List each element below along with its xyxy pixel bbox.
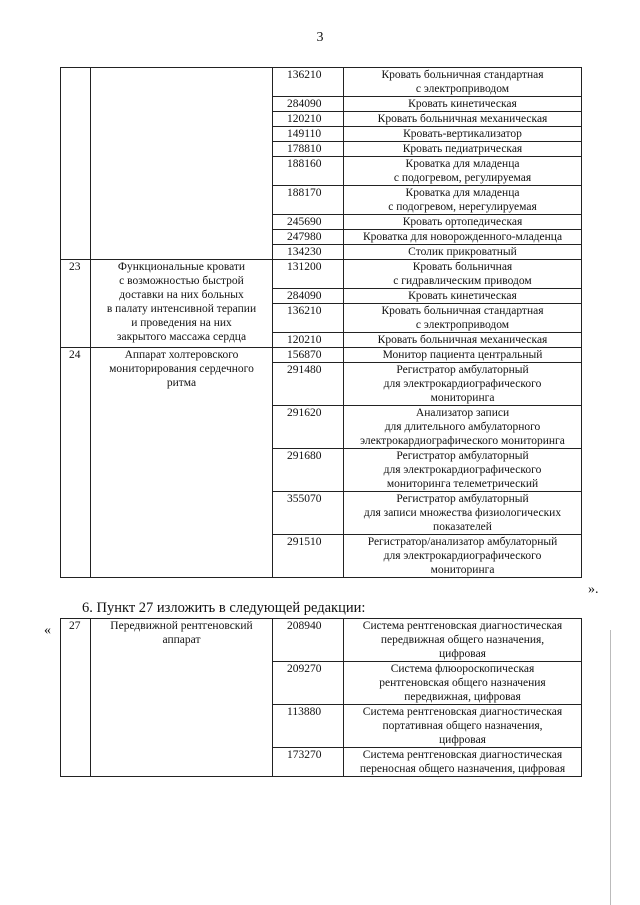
product-code: 284090	[273, 97, 344, 112]
item-number	[61, 68, 91, 260]
table-row	[61, 348, 582, 363]
product-code: 173270	[273, 748, 344, 777]
product-description: Кровать больничная механическая	[344, 333, 582, 348]
product-code: 209270	[273, 662, 344, 705]
product-code: 245690	[273, 215, 344, 230]
product-description: Кроватка для младенца с подогревом, нерегулируемая	[344, 186, 582, 215]
product-code: 188160	[273, 157, 344, 186]
product-code: 291510	[273, 535, 344, 578]
product-description: Кровать больничная стандартная с электроприводом	[344, 304, 582, 333]
product-description: Кровать кинетическая	[344, 97, 582, 112]
product-code: 208940	[273, 619, 344, 662]
product-code: 149110	[273, 127, 344, 142]
product-code: 120210	[273, 333, 344, 348]
product-code: 291680	[273, 449, 344, 492]
equipment-name: Функциональные кровати с возможностью быстрой доставки на них больных в палату интенсивной терапии и проведения на них закрытого массажа сердца	[91, 260, 273, 348]
product-description: Кроватка для новорожденного-младенца	[344, 230, 582, 245]
item-number: 23	[61, 260, 91, 348]
product-code: 131200	[273, 260, 344, 289]
product-code: 188170	[273, 186, 344, 215]
equipment-name	[91, 68, 273, 260]
product-code: 247980	[273, 230, 344, 245]
product-description: Система рентгеновская диагностическая переносная общего назначения, цифровая	[344, 748, 582, 777]
product-description: Система флюороскопическая рентгеновская общего назначения передвижная, цифровая	[344, 662, 582, 705]
table-row	[61, 68, 582, 97]
product-description: Кровать ортопедическая	[344, 215, 582, 230]
product-description: Монитор пациента центральный	[344, 348, 582, 363]
product-description: Система рентгеновская диагностическая передвижная общего назначения, цифровая	[344, 619, 582, 662]
product-description: Кровать больничная с гидравлическим приводом	[344, 260, 582, 289]
product-description: Регистратор амбулаторный для электрокардиографического мониторинга	[344, 363, 582, 406]
product-description: Анализатор записи для длительного амбулаторного электрокардиографического мониторинга	[344, 406, 582, 449]
page-number: 3	[316, 30, 324, 45]
table-row	[61, 260, 582, 289]
product-code: 156870	[273, 348, 344, 363]
product-description: Кровать больничная механическая	[344, 112, 582, 127]
table-row	[61, 619, 582, 662]
item-number: 27	[61, 619, 91, 777]
product-code: 113880	[273, 705, 344, 748]
product-description: Регистратор амбулаторный для электрокардиографического мониторинга телеметрический	[344, 449, 582, 492]
product-description: Регистратор амбулаторный для записи множества физиологических показателей	[344, 492, 582, 535]
closing-quote: ».	[588, 582, 599, 597]
item-number: 24	[61, 348, 91, 578]
equipment-table-item-27	[60, 618, 582, 777]
product-code: 136210	[273, 304, 344, 333]
section-heading: 6. Пункт 27 изложить в следующей редакции:	[82, 600, 366, 616]
product-code: 178810	[273, 142, 344, 157]
product-description: Система рентгеновская диагностическая портативная общего назначения, цифровая	[344, 705, 582, 748]
product-description: Кровать больничная стандартная с электроприводом	[344, 68, 582, 97]
product-code: 355070	[273, 492, 344, 535]
product-code: 134230	[273, 245, 344, 260]
opening-quote: «	[44, 623, 51, 638]
product-code: 120210	[273, 112, 344, 127]
product-code: 291620	[273, 406, 344, 449]
product-description: Столик прикроватный	[344, 245, 582, 260]
product-description: Кровать-вертикализатор	[344, 127, 582, 142]
product-code: 284090	[273, 289, 344, 304]
equipment-name: Аппарат холтеровского мониторирования сердечного ритма	[91, 348, 273, 578]
product-code: 291480	[273, 363, 344, 406]
product-description: Кровать кинетическая	[344, 289, 582, 304]
equipment-table-continued	[60, 67, 582, 578]
product-description: Регистратор/анализатор амбулаторный для электрокардиографического мониторинга	[344, 535, 582, 578]
scan-edge	[610, 630, 611, 905]
product-description: Кровать педиатрическая	[344, 142, 582, 157]
product-description: Кроватка для младенца с подогревом, регулируемая	[344, 157, 582, 186]
product-code: 136210	[273, 68, 344, 97]
equipment-name: Передвижной рентгеновский аппарат	[91, 619, 273, 777]
